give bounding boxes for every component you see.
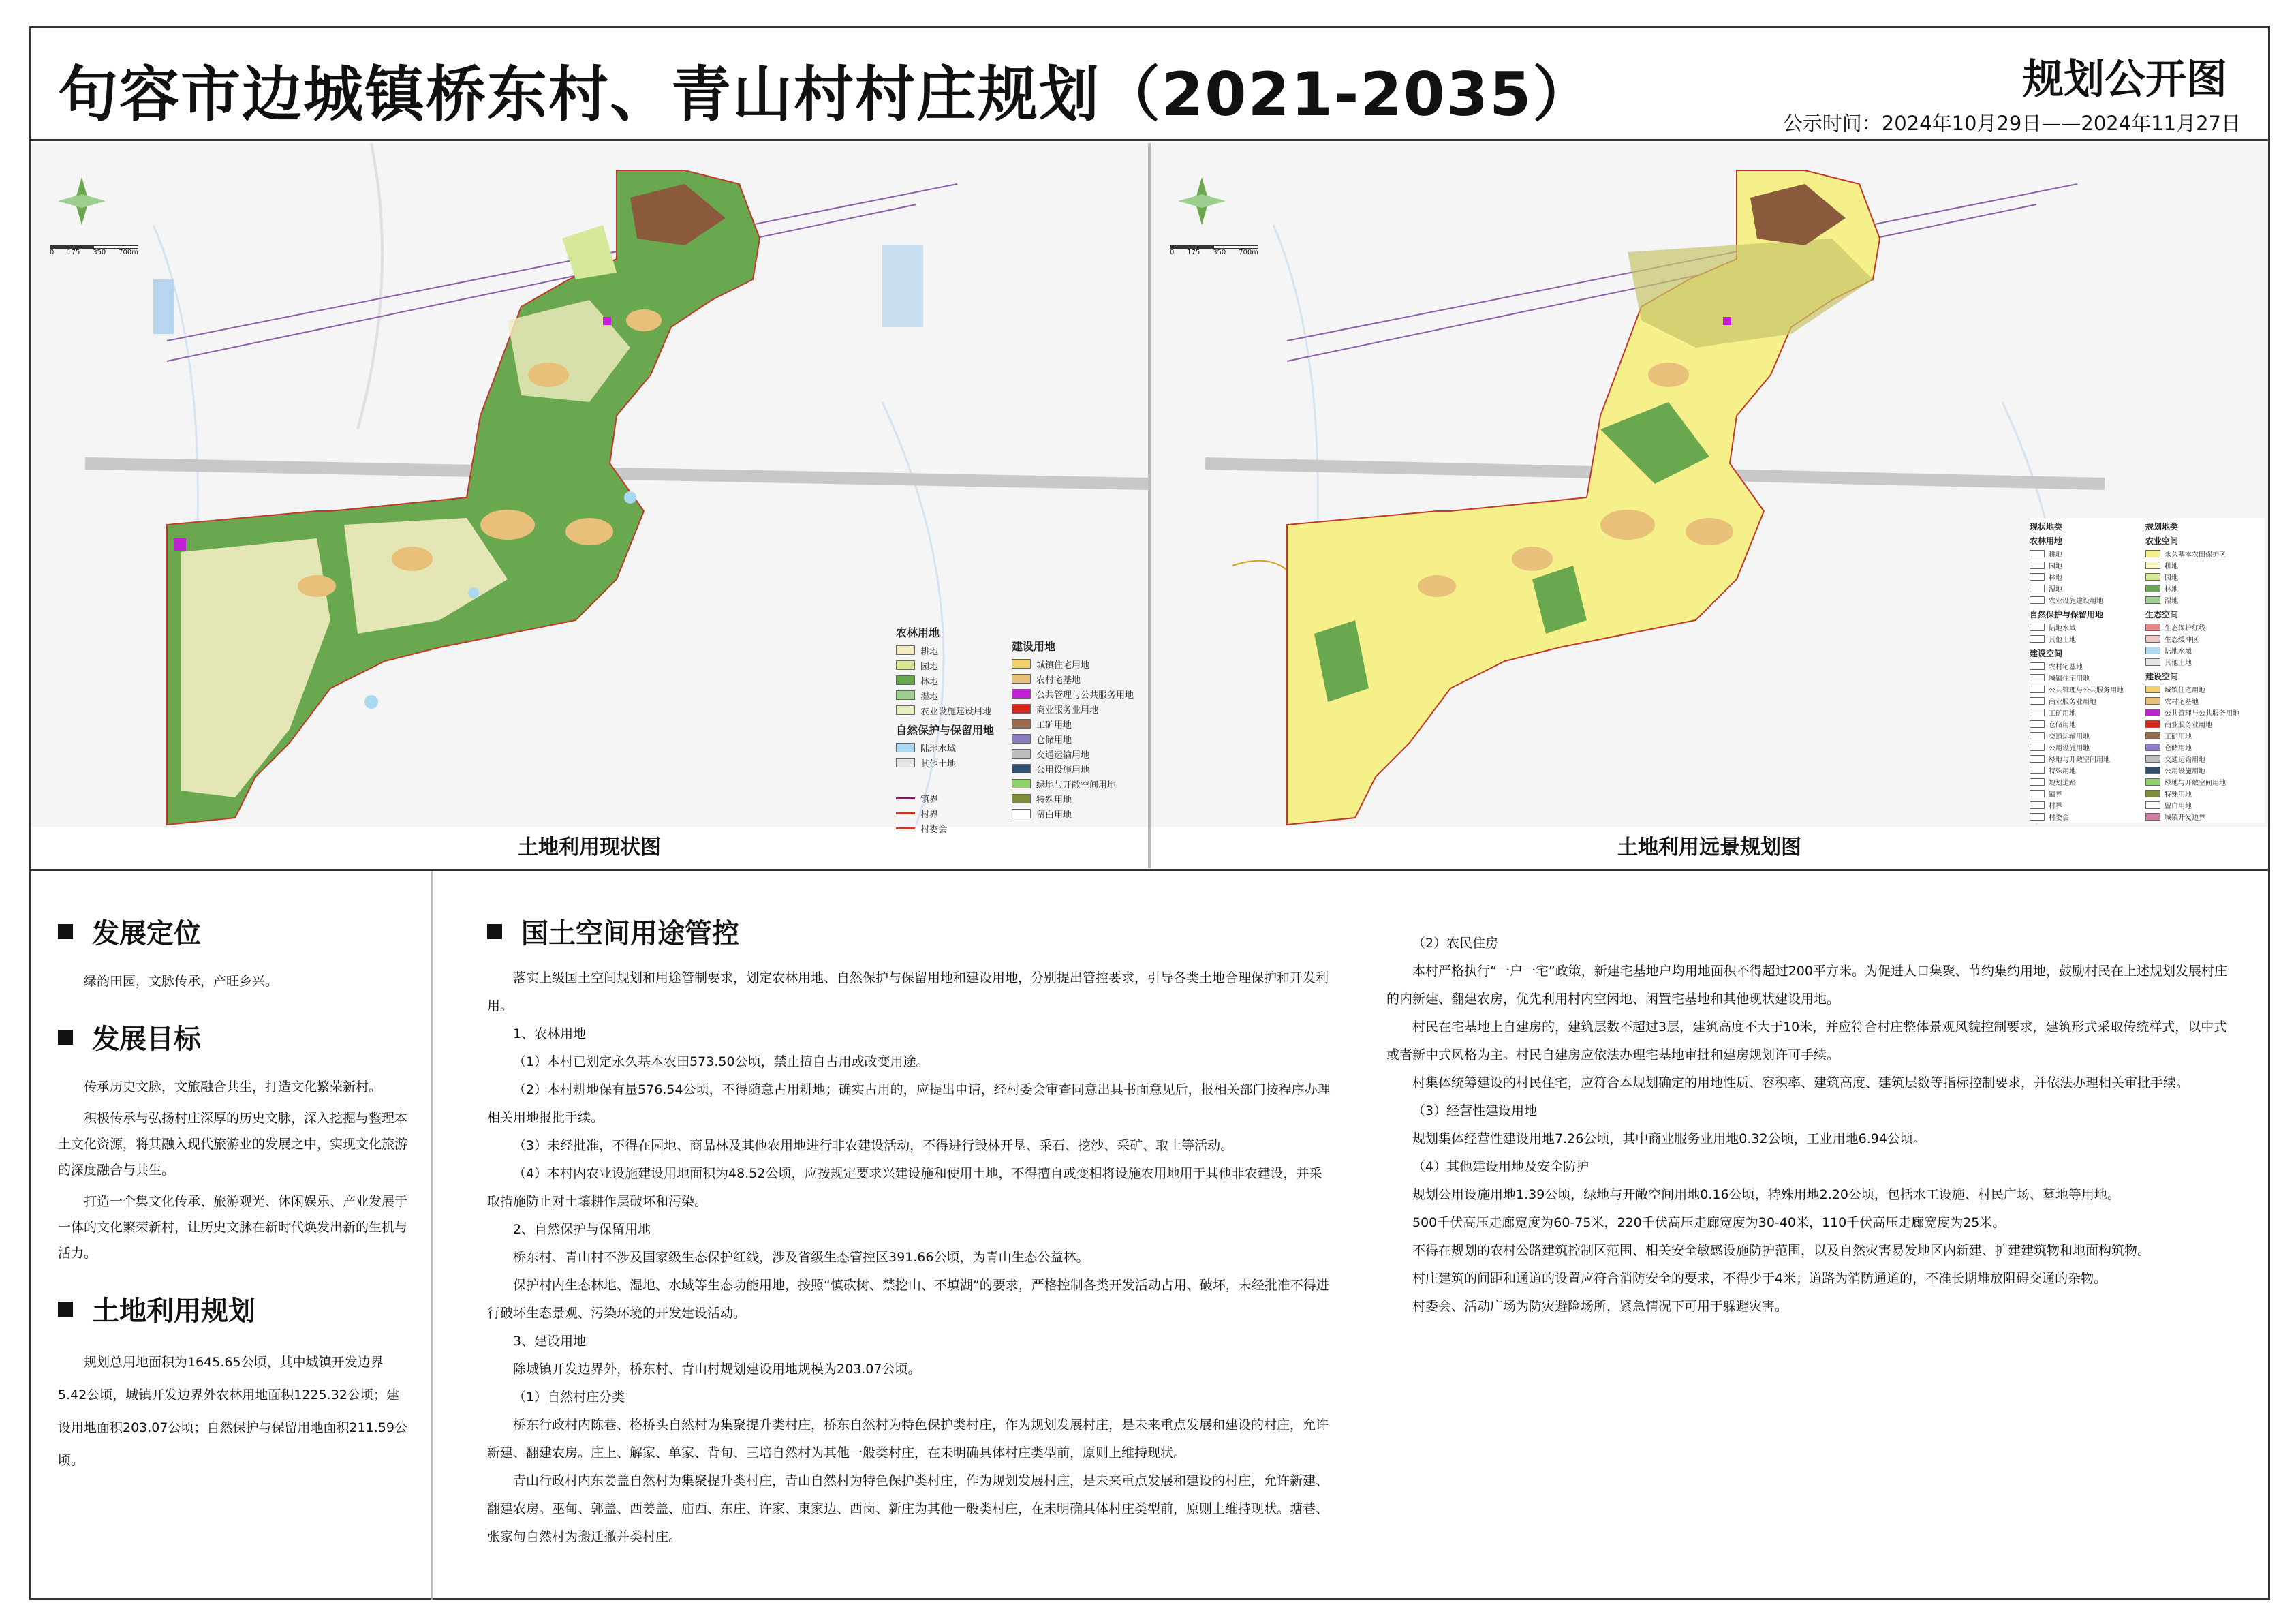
subsection-heading: 1、农林用地 [513, 1026, 587, 1041]
legend-label: 耕地 [2165, 563, 2178, 570]
legend-swatch [1012, 779, 1031, 788]
legend-group-title: 现状地类 [2030, 522, 2063, 532]
legend-label: 留白用地 [2165, 803, 2192, 810]
legend-item [2030, 594, 2145, 606]
legend-swatch [1012, 719, 1031, 729]
legend-item [2145, 730, 2265, 741]
legend-label: 留白用地 [1036, 810, 1072, 821]
legend-label: 工矿用地 [2165, 733, 2192, 741]
legend-item [1012, 671, 1141, 686]
subsection-heading: 3、建设用地 [513, 1334, 587, 1349]
legend-swatch [2030, 767, 2045, 774]
legend-label: 村委会 [2049, 814, 2069, 822]
legend-swatch [2145, 813, 2160, 821]
legend-item [2145, 583, 2265, 594]
legend-swatch [2145, 709, 2160, 716]
land-plan-block [58, 1289, 411, 1477]
legend-swatch [2145, 755, 2160, 763]
legend-label: 湿地 [920, 691, 939, 702]
legend-label: 耕地 [2049, 551, 2062, 559]
legend-item [2030, 707, 2145, 718]
scale-label: 350 [1213, 249, 1226, 256]
legend-item [896, 806, 1012, 821]
planned-map-legend-planned [2145, 518, 2265, 823]
body-paragraph: 保护村内生态林地、湿地、水域等生态功能用地，按照“慎砍树、禁挖山、不填湖”的要求，严格控制各类开发活动占用、破坏，未经批准不得进行破坏生态景观、污染环境的开发建设活动。 [487, 1278, 1329, 1321]
legend-swatch [1012, 764, 1031, 773]
legend-item [896, 740, 1012, 755]
legend-label: 农业设施建设用地 [2049, 598, 2103, 605]
legend-group-title: 农林用地 [2030, 536, 2063, 546]
text-section [31, 869, 2268, 1600]
legend-swatch [2030, 720, 2045, 728]
legend-label: 农村宅基地 [2049, 664, 2083, 671]
section-heading [487, 912, 1332, 951]
body-paragraph: 规划公用设施用地1.39公顷，绿地与开敞空间用地0.16公顷，特殊用地2.20公顷，包括水工设施、村民广场、墓地等用地。 [1412, 1187, 2120, 1202]
legend-label: 仓储用地 [2165, 745, 2192, 752]
goals-paragraph: 打造一个集文化传承、旅游观光、休闲娱乐、产业发展于一体的文化繁荣新村，让历史文脉在新时代焕发出新的生机与活力。 [58, 1194, 408, 1261]
legend-label: 工矿用地 [2049, 710, 2076, 718]
section-heading [58, 912, 411, 951]
legend-swatch [896, 690, 915, 700]
body-paragraph: 村民在宅基地上自建房的，建筑层数不超过3层，建筑高度不大于10米，并应符合村庄整体景观风貌控制要求，建筑形式采取传统样式，以中式或者新中式风格为主。村民自建房应依法办理宅基地审批和建房规划许可手续。 [1386, 1020, 2227, 1062]
scale-label: 350 [93, 249, 106, 256]
legend-label: 其他土地 [2165, 660, 2192, 667]
middle-text-column [433, 871, 1359, 1600]
legend-label: 园地 [2165, 574, 2178, 582]
planned-map-legend-current [2030, 518, 2145, 823]
square-bullet-icon [58, 924, 73, 939]
legend-item [1012, 701, 1141, 716]
body-paragraph: 落实上级国土空间规划和用途管制要求，划定农林用地、自然保护与保留用地和建设用地，分别提出管控要求，引导各类土地合理保护和开发利用。 [487, 970, 1329, 1013]
body-paragraph: 桥东行政村内陈巷、格桥头自然村为集聚提升类村庄，桥东自然村为特色保护类村庄，作为规划发展村庄，是未来重点发展和建设的村庄，允许新建、翻建农房。庄上、解家、单家、背旬、三培自然村为其他一般类村庄，在未明确具体村庄类型前，原则上维持现状。 [487, 1418, 1329, 1460]
scale-label: 700m [1239, 249, 1258, 256]
legend-swatch [2030, 596, 2045, 604]
legend-item [1012, 656, 1141, 671]
section-title: 国土空间用途管控 [521, 918, 739, 949]
legend-item [2145, 718, 2265, 730]
legend-item [2030, 633, 2145, 645]
land-plan-text: 规划总用地面积为1645.65公顷，其中城镇开发边界5.42公顷，城镇开发边界外农林用地面积1225.32公顷；建设用地面积203.07公顷；自然保护与保留用地面积211.59公顷。 [58, 1355, 407, 1468]
legend-label: 工矿用地 [1036, 720, 1072, 731]
body-paragraph: （2）本村耕地保有量576.54公顷，不得随意占用耕地；确实占用的，应提出申请，经村委会审查同意出具书面意见后，报相关部门按程序办理相关用地报批手续。 [487, 1082, 1331, 1125]
legend-item [2145, 656, 2265, 668]
legend-label: 商业服务业用地 [2165, 722, 2212, 729]
boundary-line-icon [896, 797, 915, 799]
legend-swatch [2030, 624, 2045, 631]
legend-item [2030, 695, 2145, 707]
square-bullet-icon [487, 924, 502, 939]
legend-label: 交通运输用地 [2049, 733, 2090, 741]
legend-label: 公用设施用地 [1036, 765, 1090, 776]
section-title: 发展定位 [92, 918, 201, 949]
legend-item [2030, 583, 2145, 594]
legend-label: 公用设施用地 [2165, 768, 2205, 776]
legend-item [896, 673, 1012, 688]
planned-map-caption: 土地利用远景规划图 [1617, 836, 1801, 859]
legend-item [896, 755, 1012, 770]
legend-item [2030, 571, 2145, 583]
legend-item [2145, 633, 2265, 645]
legend-group-title: 农业空间 [2145, 536, 2179, 546]
legend-group-title: 自然保护与保留用地 [896, 724, 995, 737]
body-paragraph: 村委会、活动广场为防灾避险场所，紧急情况下可用于躲避灾害。 [1412, 1299, 1788, 1314]
legend-label: 陆地水域 [2165, 648, 2192, 656]
legend-item [2030, 788, 2145, 799]
legend-swatch [2030, 697, 2045, 705]
body-paragraph: （4）本村内农业设施建设用地面积为48.52公顷，应按规定要求兴建设施和使用土地，不得擅自或变相将设施农用地用于其他非农建设，并采取措施防止对土壤耕作层破坏和污染。 [487, 1166, 1322, 1209]
legend-swatch [896, 660, 915, 670]
legend-swatch [2145, 720, 2160, 728]
legend-label: 农村宅基地 [1036, 675, 1081, 686]
planned-land-use-map-panel [1149, 143, 2268, 868]
scale-label: 175 [67, 249, 80, 256]
legend-item [1012, 746, 1141, 761]
subsection-heading: （2）农民住房 [1412, 936, 1499, 951]
legend-swatch [2030, 778, 2045, 786]
body-paragraph: 500千伏高压走廊宽度为60-75米，220千伏高压走廊宽度为30-40米，110千伏高压走廊宽度为25米。 [1412, 1215, 2006, 1230]
legend-label: 其他土地 [2049, 637, 2076, 644]
legend-swatch [2145, 790, 2160, 797]
legend-label: 特殊用地 [2165, 791, 2192, 799]
legend-swatch [2145, 585, 2160, 592]
legend-label: 商业服务业用地 [2049, 699, 2096, 706]
subsection-heading: 2、自然保护与保留用地 [513, 1222, 651, 1237]
legend-swatch [2145, 767, 2160, 774]
legend-swatch [2030, 744, 2045, 751]
section-title: 土地利用规划 [92, 1296, 255, 1327]
legend-swatch [2030, 709, 2045, 716]
square-bullet-icon [58, 1030, 73, 1045]
legend-label: 绿地与开敞空间用地 [2165, 780, 2226, 787]
legend-label: 陆地水域 [2049, 625, 2076, 632]
legend-label: 绿地与开敞空间用地 [1036, 780, 1117, 791]
legend-label: 特殊用地 [1036, 795, 1072, 806]
left-text-column [31, 871, 433, 1600]
legend-item [2145, 741, 2265, 753]
legend-swatch [2145, 596, 2160, 604]
legend-item [2145, 753, 2265, 765]
legend-swatch [2030, 732, 2045, 739]
body-paragraph: 村集体统筹建设的村民住宅，应符合本规划确定的用地性质、容积率、建筑高度、建筑层数等指标控制要求，并依法办理相关审批手续。 [1412, 1075, 2190, 1090]
legend-swatch [2145, 647, 2160, 654]
legend-label: 城镇住宅用地 [1036, 660, 1090, 671]
legend-swatch [1012, 794, 1031, 803]
legend-item [2145, 765, 2265, 776]
north-arrow-icon [58, 177, 106, 225]
legend-swatch [2145, 778, 2160, 786]
legend-item [2145, 799, 2265, 811]
body-paragraph: （1）自然村庄分类 [513, 1390, 625, 1405]
body-paragraph: 本村严格执行“一户一宅”政策，新建宅基地户均用地面积不得超过200平方米。为促进人口集聚、节约集约用地，鼓励村民在上述规划发展村庄的内新建、翻建农房，优先利用村内空闲地、闲置宅基地和其他现状建设用地。 [1386, 964, 2227, 1007]
legend-item [1012, 761, 1141, 776]
legend-swatch [2030, 801, 2045, 809]
legend-label: 规划道路 [2049, 780, 2076, 787]
body-paragraph: 桥东村、青山村不涉及国家级生态保护红线，涉及省级生态管控区391.66公顷，为青山生态公益林。 [513, 1250, 1089, 1265]
legend-label: 村界 [2049, 803, 2062, 810]
legend-label: 镇界 [920, 794, 939, 805]
legend-item [1012, 686, 1141, 701]
body-paragraph: 规划集体经营性建设用地7.26公顷，其中商业服务业用地0.32公顷，工业用地6.94公顷。 [1412, 1131, 1926, 1146]
page-title: 句容市边城镇桥东村、青山村村庄规划（2021-2035） [58, 59, 1594, 129]
legend-swatch [896, 645, 915, 655]
legend-label: 林地 [2049, 574, 2062, 582]
legend-item [1012, 806, 1141, 821]
legend-label: 绿地与开敞空间用地 [2049, 756, 2110, 764]
legend-item [2030, 622, 2145, 633]
legend-label: 交通运输用地 [2165, 756, 2205, 764]
legend-label: 永久基本农田保护区 [2165, 551, 2226, 559]
publish-period: 公示时间：2024年10月29日——2024年11月27日 [1782, 112, 2241, 135]
current-land-use-map[interactable] [31, 143, 1148, 835]
legend-label: 湿地 [2165, 598, 2178, 605]
legend-swatch [2030, 585, 2045, 592]
legend-group-title: 建设空间 [2030, 649, 2063, 658]
legend-swatch [896, 743, 915, 752]
legend-swatch [896, 758, 915, 767]
legend-item [2145, 560, 2265, 571]
legend-label: 村界 [920, 809, 939, 820]
legend-item [2145, 622, 2265, 633]
legend-group-title: 建设空间 [2145, 672, 2179, 681]
legend-swatch [2145, 624, 2160, 631]
legend-swatch [1012, 689, 1031, 699]
legend-item [2030, 660, 2145, 672]
goals-paragraph: 传承历史文脉，文旅融合共生，打造文化繁荣新村。 [84, 1079, 382, 1094]
legend-swatch [2145, 744, 2160, 751]
legend-label: 仓储用地 [2049, 722, 2076, 729]
scale-bar [1170, 245, 1258, 256]
positioning-text: 绿韵田园，文脉传承，产旺乡兴。 [84, 974, 279, 989]
legend-item [2030, 560, 2145, 571]
positioning-block [58, 912, 411, 994]
legend-item [2030, 548, 2145, 560]
legend-label: 交通运输用地 [1036, 750, 1090, 761]
legend-swatch [2145, 732, 2160, 739]
legend-item [2030, 741, 2145, 753]
current-map-legend-b [1012, 634, 1141, 821]
subsection-heading: （4）其他建设用地及安全防护 [1412, 1159, 1589, 1174]
body-paragraph: （3）未经批准，不得在园地、商品林及其他农用地进行非农建设活动，不得进行毁林开垦、采石、挖沙、采矿、取土等活动。 [513, 1138, 1234, 1153]
legend-item [2145, 776, 2265, 788]
goals-paragraph: 积极传承与弘扬村庄深厚的历史文脉，深入挖掘与整理本土文化资源，将其融入现代旅游业的发展之中，实现文化旅游的深度融合与共生。 [58, 1111, 408, 1178]
legend-swatch [2030, 573, 2045, 581]
plan-sheet [29, 26, 2270, 1600]
legend-item [2145, 684, 2265, 695]
body-paragraph: 村庄建筑的间距和通道的设置应符合消防安全的要求，不得少于4米；道路为消防通道的，不准长期堆放阻碍交通的杂物。 [1412, 1271, 2107, 1286]
body-paragraph: 除城镇开发边界外，桥东村、青山村规划建设用地规模为203.07公顷。 [513, 1362, 921, 1377]
legend-group-title: 自然保护与保留用地 [2030, 610, 2104, 619]
legend-label: 村委会 [920, 824, 948, 835]
body-paragraph: 青山行政村内东姜盖自然村为集聚提升类村庄，青山自然村为特色保护类村庄，作为规划发展村庄，是未来重点发展和建设的村庄，允许新建、翻建农房。巫甸、郭盖、西姜盖、庙西、东庄、许家、東家边、西岗、新庄为其他一般类村庄，在未明确具体村庄类型前，原则上维持现状。塘巷、张家甸自然村为搬迁撤并类村庄。 [487, 1473, 1329, 1544]
scale-label: 700m [119, 249, 138, 256]
legend-item [2145, 707, 2265, 718]
body-paragraph: 不得在规划的农村公路建筑控制区范围、相关安全敏感设施防护范围，以及自然灾害易发地区内新建、扩建建筑物和地面构筑物。 [1412, 1243, 2151, 1258]
legend-label: 湿地 [2049, 586, 2062, 594]
legend-label: 城镇住宅用地 [2165, 687, 2205, 694]
legend-label: 商业服务业用地 [1036, 705, 1099, 716]
section-title: 发展目标 [92, 1024, 201, 1055]
legend-item [2030, 684, 2145, 695]
legend-swatch [2030, 674, 2045, 681]
legend-item [2030, 753, 2145, 765]
legend-swatch [1012, 734, 1031, 744]
legend-label: 陆地水域 [920, 744, 957, 754]
north-arrow-icon [1178, 177, 1226, 225]
header [31, 28, 2268, 141]
current-map-legend-a [896, 620, 1012, 836]
legend-item [1012, 791, 1141, 806]
legend-swatch [2145, 550, 2160, 557]
legend-swatch [1012, 809, 1031, 818]
legend-swatch [1012, 674, 1031, 684]
legend-label: 特殊用地 [2049, 768, 2076, 776]
legend-label: 公用设施用地 [2049, 745, 2090, 752]
legend-group-title: 生态空间 [2145, 610, 2179, 619]
legend-swatch [2030, 662, 2045, 670]
legend-swatch [2145, 697, 2160, 705]
legend-group-title: 农林用地 [896, 626, 940, 639]
legend-label: 其他土地 [920, 759, 957, 769]
legend-item [2030, 799, 2145, 811]
legend-group-title: 规划地类 [2145, 522, 2179, 532]
scale-bar [50, 245, 138, 256]
legend-item [2145, 594, 2265, 606]
legend-swatch [2030, 550, 2045, 557]
legend-item [896, 703, 1012, 718]
square-bullet-icon [58, 1302, 73, 1317]
legend-label: 仓储用地 [1036, 735, 1072, 746]
legend-label: 公共管理与公共服务用地 [2165, 710, 2239, 718]
legend-label: 农村宅基地 [2165, 699, 2199, 706]
legend-label: 耕地 [920, 646, 939, 657]
legend-item [2030, 672, 2145, 684]
legend-swatch [2030, 813, 2045, 821]
legend-label: 城镇住宅用地 [2049, 675, 2090, 683]
legend-item [2030, 730, 2145, 741]
scale-label: 0 [50, 249, 55, 256]
legend-swatch [2145, 562, 2160, 569]
legend-label: 镇界 [2049, 791, 2062, 799]
legend-swatch [1012, 659, 1031, 669]
legend-label: 园地 [2049, 563, 2062, 570]
legend-item [2030, 765, 2145, 776]
legend-swatch [1012, 704, 1031, 714]
legend-item [896, 658, 1012, 673]
legend-swatch [2030, 562, 2045, 569]
legend-item [1012, 716, 1141, 731]
section-heading [58, 1017, 411, 1056]
legend-swatch [2145, 635, 2160, 643]
legend-label: 林地 [2165, 586, 2178, 594]
legend-swatch [2030, 686, 2045, 693]
legend-swatch [2145, 658, 2160, 666]
legend-swatch [2030, 635, 2045, 643]
right-text-column [1359, 871, 2268, 1600]
section-heading [58, 1289, 411, 1328]
legend-item [2145, 811, 2265, 823]
legend-label: 生态保护红线 [2165, 625, 2205, 632]
legend-swatch [896, 705, 915, 715]
legend-swatch [2145, 573, 2160, 581]
legend-item [2145, 645, 2265, 656]
document-type-label: 规划公开图 [2023, 56, 2227, 104]
legend-swatch [1012, 749, 1031, 759]
scale-label: 175 [1187, 249, 1200, 256]
legend-item [1012, 731, 1141, 746]
legend-label: 公共管理与公共服务用地 [2049, 687, 2124, 694]
legend-item [896, 643, 1012, 658]
legend-item [2145, 695, 2265, 707]
goals-block [58, 1017, 411, 1266]
planned-land-use-map[interactable] [1151, 143, 2268, 827]
legend-swatch [2030, 790, 2045, 797]
legend-item [896, 688, 1012, 703]
legend-item [2145, 548, 2265, 560]
legend-item [1012, 776, 1141, 791]
legend-label: 林地 [920, 676, 939, 687]
legend-swatch [2145, 686, 2160, 693]
boundary-line-icon [896, 812, 915, 814]
legend-swatch [2030, 755, 2045, 763]
legend-swatch [2145, 801, 2160, 809]
legend-label: 城镇开发边界 [2165, 814, 2205, 822]
legend-label: 生态缓冲区 [2165, 637, 2199, 644]
subsection-heading: （3）经营性建设用地 [1412, 1103, 1538, 1118]
legend-label: 公共管理与公共服务用地 [1036, 690, 1134, 701]
legend-item [2145, 571, 2265, 583]
legend-swatch [896, 675, 915, 685]
legend-group-title: 建设用地 [1012, 640, 1056, 653]
legend-item [2030, 776, 2145, 788]
scale-label: 0 [1170, 249, 1175, 256]
legend-item [896, 791, 1012, 806]
legend-item [2030, 718, 2145, 730]
legend-label: 园地 [920, 661, 939, 672]
current-land-use-map-panel [31, 143, 1149, 868]
current-map-caption: 土地利用现状图 [518, 836, 661, 859]
legend-item [2030, 811, 2145, 823]
body-paragraph: （1）本村已划定永久基本农田573.50公顷，禁止擅自占用或改变用途。 [513, 1054, 929, 1069]
legend-label: 农业设施建设用地 [920, 706, 992, 717]
legend-item [2145, 788, 2265, 799]
